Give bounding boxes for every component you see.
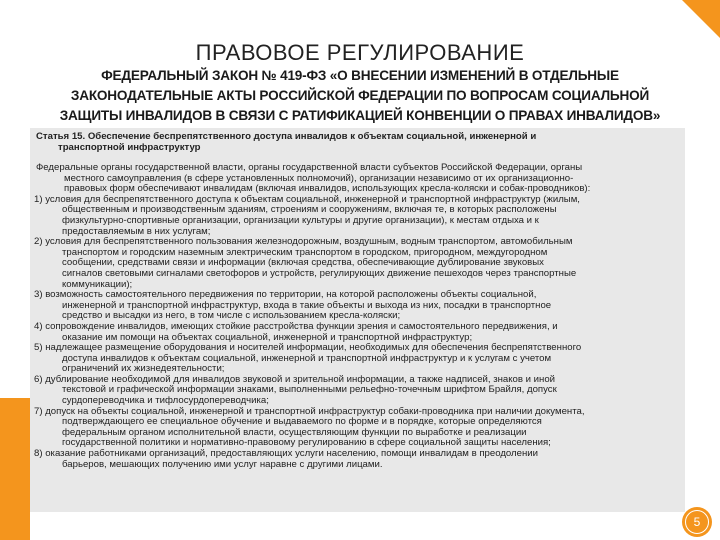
list-item-line: барьеров, мешающих получению ими услуг наравне с другими лицами.: [62, 458, 383, 470]
list-item: [30, 449, 685, 470]
law-title-line: ЗАКОНОДАТЕЛЬНЫЕ АКТЫ РОССИЙСКОЙ ФЕДЕРАЦИИ ПО ВОПРОСАМ СОЦИАЛЬНОЙ: [70, 88, 650, 103]
list-item-line: сообщении, средствами связи и информации (включая средства, обеспечивающие дублирование звуковых: [62, 257, 544, 269]
list-item: [30, 375, 685, 407]
page-number: 5: [685, 510, 709, 534]
list-item-line: транспортом и городским наземным электрическим транспортом в городском, пригородном, междугородном: [62, 246, 548, 258]
article-excerpt: [30, 128, 685, 512]
list-item-line: физкультурно-спортивные организации, организации культуры и другие организации), к местам отдыха и к: [62, 214, 539, 226]
list-item-line: 3) возможность самостоятельного передвижения по территории, на которой расположены объекты социальной,: [34, 289, 537, 301]
list-item-line: инженерной и транспортной инфраструктур, входа в такие объекты и выхода из них, посадки в транспортное: [62, 299, 552, 311]
list-item-line: сигналов световыми сигналами светофоров и устройств, регулирующих движение пешеходов через транспортные: [62, 267, 577, 279]
list-item: [30, 343, 685, 375]
list-item: [30, 407, 685, 449]
list-item-line: 5) надлежащее размещение оборудования и носителей информации, необходимых для обеспечения беспрепятственного: [34, 342, 582, 354]
list-item-line: 8) оказание работниками организаций, предоставляющих услуги населению, помощи инвалидам в преодолении: [34, 448, 538, 460]
article-intro-line: правовых форм обеспечивают инвалидам (включая инвалидов, использующих кресла-коляски и собак-проводников):: [64, 183, 591, 195]
law-title-line: ФЕДЕРАЛЬНЫЙ ЗАКОН № 419-ФЗ «О ВНЕСЕНИИ ИЗМЕНЕНИЙ В ОТДЕЛЬНЫЕ: [101, 68, 619, 83]
list-item-line: общественным и производственным зданиям, строениям и сооружениям, включая те, в которых расположены: [62, 204, 557, 216]
list-item-line: 6) дублирование необходимой для инвалидов звуковой и зрительной информации, а также надписей, знаков и иной: [34, 373, 556, 385]
article-heading: [30, 128, 685, 153]
corner-accent: [682, 0, 720, 38]
list-item-line: оказание им помощи на объектах социальной, инженерной и транспортной инфраструктур;: [62, 331, 473, 343]
list-item: [30, 290, 685, 322]
list-item-line: доступа инвалидов к объектам социальной, инженерной и транспортной инфраструктур и к услугам с учетом: [62, 352, 552, 364]
law-title: [4, 66, 716, 126]
article-heading-line: Статья 15. Обеспечение беспрепятственного доступа инвалидов к объектам социальной, инженерной и: [36, 131, 537, 142]
list-item-line: средство и высадки из него, в том числе с использованием кресла-коляски;: [62, 310, 401, 322]
list-item: [30, 195, 685, 237]
left-accent-bar: [0, 398, 30, 540]
page-number-badge: [682, 507, 712, 537]
list-item-line: 4) сопровождение инвалидов, имеющих стойкие расстройства функции зрения и самостоятельного передвижения, и: [34, 320, 558, 332]
list-item-line: 7) допуск на объекты социальной, инженерной и транспортной инфраструктур собаки-проводника при наличии документа,: [34, 405, 585, 417]
list-item: [30, 237, 685, 290]
slide-title: ПРАВОВОЕ РЕГУЛИРОВАНИЕ: [195, 40, 525, 65]
list-item: [30, 322, 685, 343]
law-title-line: ЗАЩИТЫ ИНВАЛИДОВ В СВЯЗИ С РАТИФИКАЦИЕЙ КОНВЕНЦИИ О ПРАВАХ ИНВАЛИДОВ»: [59, 108, 661, 123]
article-intro-line: Федеральные органы государственной власти, органы государственной власти субъектов Российской Федерации, органы: [36, 162, 583, 173]
list-item-line: предоставляемым в них услугам;: [62, 225, 211, 237]
list-item-line: сурдопереводчика и тифлосурдопереводчика;: [62, 395, 269, 407]
list-item-line: федеральным органом исполнительной власти, осуществляющим функции по выработке и реализации: [62, 426, 527, 438]
list-item-line: текстовой и графической информации знаками, выполненными рельефно-точечным шрифтом Брайля, допуск: [62, 384, 557, 396]
list-item-line: подтверждающего ее специальное обучение и выдаваемого по форме и в порядке, которые определяются: [62, 416, 542, 428]
list-item-line: 2) условия для беспрепятственного пользования железнодорожным, воздушным, водным транспортом, автомобильным: [34, 236, 573, 248]
article-intro-line: местного самоуправления (в сфере установленных полномочий), организации независимо от их организационно-: [64, 172, 574, 184]
list-item-line: государственной политики и нормативно-правовому регулированию в сфере социальной защиты населения;: [62, 437, 551, 449]
article-intro: [30, 153, 685, 195]
list-item-line: коммуникации);: [62, 278, 133, 290]
list-item-line: 1) условия для беспрепятственного доступа к объектам социальной, инженерной и транспортной инфраструктур (жилым,: [34, 193, 580, 205]
list-item-line: ограничений их жизнедеятельности;: [62, 363, 225, 375]
article-heading-line: транспортной инфраструктур: [58, 142, 201, 153]
